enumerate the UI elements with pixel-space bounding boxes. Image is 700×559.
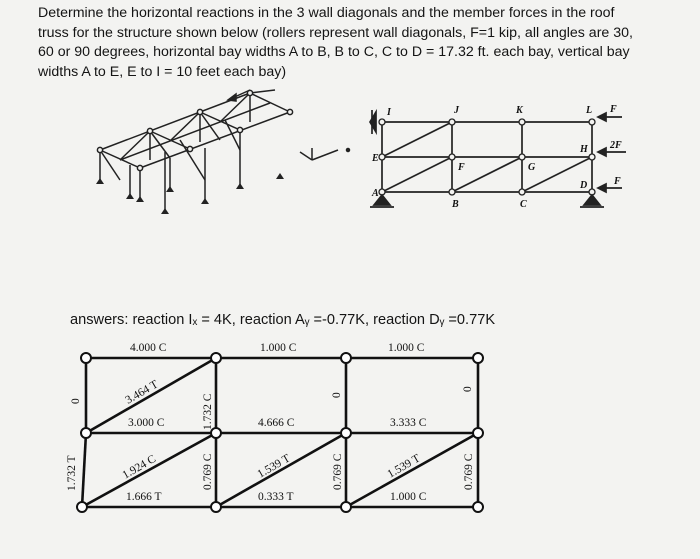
isometric-structure-sketch: [96, 90, 350, 214]
problem-line: Determine the horizontal reactions in the 3 wall diagonals and the member forces in the roof: [38, 5, 615, 21]
node-label: D: [580, 180, 588, 191]
load-label: F: [610, 104, 617, 115]
node-label: K: [516, 105, 523, 116]
lower-diagonal-force: 1.924 C: [120, 452, 159, 482]
upper-diagonal-force: 3.464 T: [123, 378, 161, 407]
answers-line: answers: reaction Iₓ = 4K, reaction Aᵧ =-0.77K, reaction Dᵧ =0.77K: [70, 312, 496, 328]
problem-line: widths A to E, E to I = 10 feet each bay): [38, 63, 287, 80]
node-label: E: [372, 153, 379, 164]
bottom-chord-force: 0.333 T: [258, 491, 294, 503]
upper-vertical-force: 0: [462, 386, 474, 392]
top-chord-force: 4.000 C: [130, 342, 167, 354]
upper-vertical-force: 0: [331, 392, 343, 398]
lower-diagonal-force: 1.539 T: [255, 452, 293, 481]
node-label: J: [454, 105, 459, 116]
problem-line: truss for the structure shown below (rollers represent wall diagonals, F=1 kip, all angles are 30,: [38, 24, 633, 41]
upper-vertical-force: 0: [70, 398, 82, 404]
node-label: I: [387, 107, 391, 118]
middle-chord-force: 4.666 C: [258, 417, 295, 429]
node-label: G: [528, 162, 536, 173]
load-label: 2F: [610, 140, 622, 151]
lower-vertical-force: 0.769 C: [202, 453, 214, 490]
node-label: H: [580, 144, 588, 155]
top-chord-force: 1.000 C: [260, 342, 297, 354]
lower-vertical-force: 1.732 T: [66, 455, 78, 491]
upper-vertical-force: 1.732 C: [202, 393, 214, 430]
answer-truss: [77, 353, 483, 512]
node-label: B: [452, 199, 459, 210]
problem-line: 60 or 90 degrees, horizontal bay widths A to B, B to C, C to D = 17.32 ft. each bay, vertical bay: [38, 44, 630, 60]
member-force-labels: [66, 342, 475, 503]
lower-vertical-force: 0.769 C: [463, 453, 475, 490]
node-label: F: [458, 162, 465, 173]
middle-chord-force: 3.000 C: [128, 417, 165, 429]
load-label: F: [614, 176, 621, 187]
elevation-truss: [370, 110, 626, 207]
node-label: L: [586, 105, 593, 116]
lower-diagonal-force: 1.539 T: [385, 452, 423, 481]
lower-vertical-force: 0.769 C: [332, 453, 344, 490]
node-label: A: [372, 188, 379, 199]
middle-chord-force: 3.333 C: [390, 417, 427, 429]
bottom-chord-force: 1.666 T: [126, 491, 162, 503]
top-chord-force: 1.000 C: [388, 342, 425, 354]
bottom-chord-force: 1.000 C: [390, 491, 427, 503]
node-label: C: [520, 199, 527, 210]
